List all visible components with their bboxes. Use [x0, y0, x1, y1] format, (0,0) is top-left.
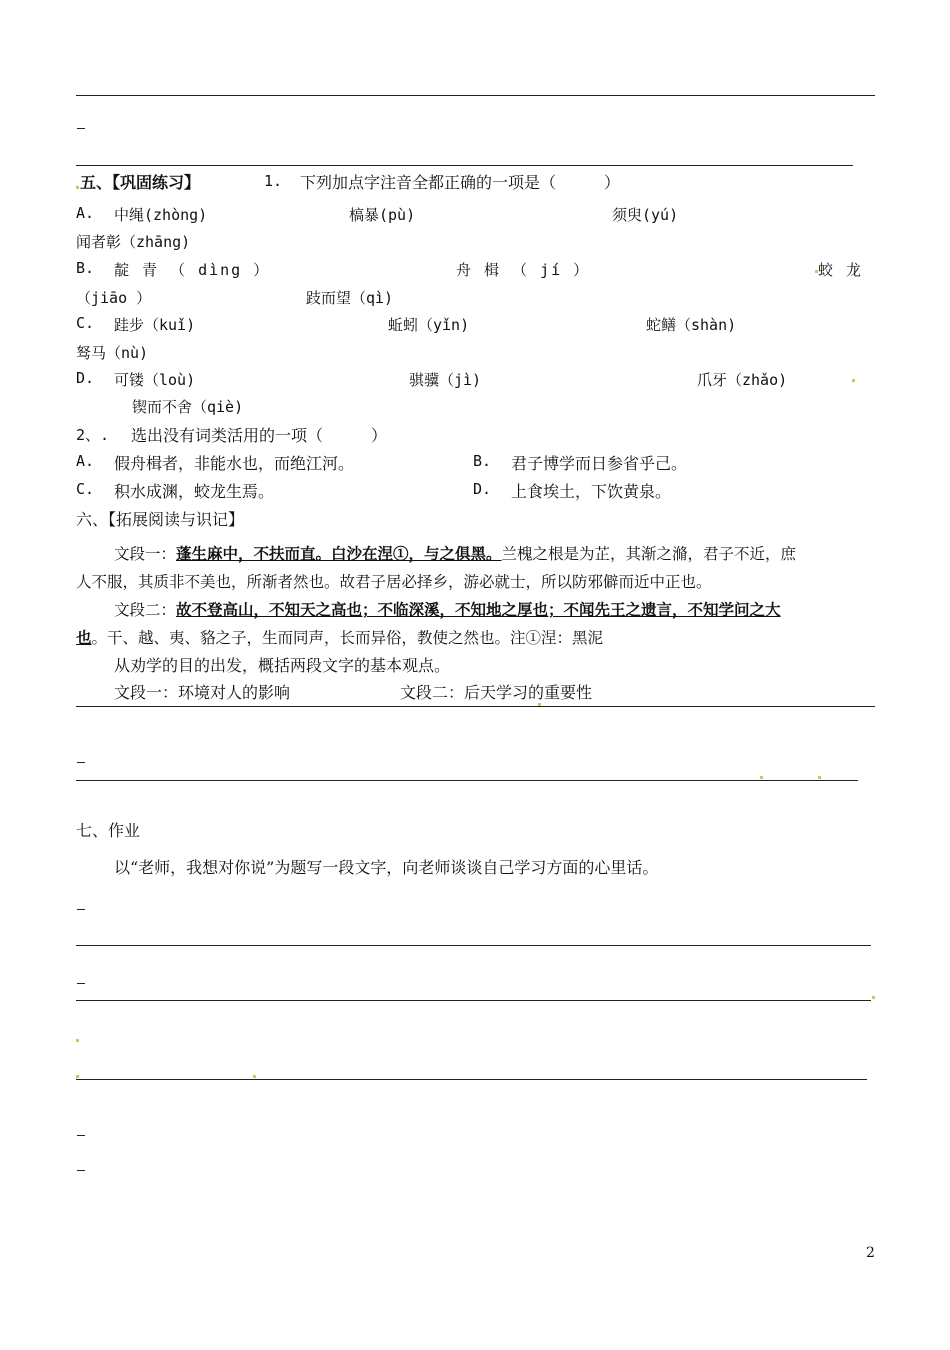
q2-option-b-label: B.	[473, 452, 492, 470]
option-c-label: C.	[76, 314, 95, 332]
artifact-dot	[872, 996, 875, 999]
option-d-1: 可镂（loù)	[114, 371, 196, 389]
q2-option-c-label: C.	[76, 480, 95, 498]
q1-number: 1.	[264, 172, 283, 190]
passage1-label: 文段一：	[114, 545, 177, 563]
passage2-key-sentence: 故不登高山，不知天之高也；不临深溪，不知地之厚也；不闻先王之遗言，不知学问之大	[176, 600, 781, 619]
answer-rule	[76, 706, 875, 707]
writing-rule	[76, 1000, 871, 1001]
option-b-5: 跂而望（qì)	[306, 289, 394, 307]
artifact-dot	[253, 1075, 256, 1078]
option-a-2: 槁暴(pù)	[349, 206, 416, 224]
option-a-1: 中绳(zhòng)	[114, 206, 208, 224]
q2-option-a-label: A.	[76, 452, 95, 470]
option-a-4: 闻者彰（zhāng)	[76, 233, 191, 251]
passage1-key-sentence: 蓬生麻中，不扶而直。白沙在涅①，与之俱黑。	[176, 544, 502, 563]
blank-dash	[77, 1135, 85, 1136]
artifact-dot	[815, 270, 818, 273]
option-b-4: （jiāo ）	[76, 289, 152, 307]
passage1-line1	[114, 542, 796, 564]
option-d-3: 爪牙（zhǎo)	[697, 371, 788, 389]
passage1-text: 兰槐之根是为芷，其渐之滫，君子不近，庶	[501, 545, 797, 563]
passage2-label: 文段二：	[114, 601, 177, 619]
artifact-dot	[818, 776, 821, 779]
homework-task: 以“老师，我想对你说”为题写一段文字，向老师谈谈自己学习方面的心里话。	[114, 858, 659, 877]
option-b-1: 靛 青 （ dìng ）	[114, 261, 271, 279]
answer-rule	[76, 780, 858, 781]
option-c-3: 蛇鳝（shàn)	[646, 316, 737, 334]
option-c-2: 蚯蚓（yǐn)	[388, 316, 470, 334]
artifact-dot	[76, 186, 79, 189]
artifact-dot	[852, 379, 855, 382]
blank-dash	[77, 1170, 85, 1171]
artifact-dot	[760, 776, 763, 779]
passage2-key-end: 也	[76, 628, 92, 647]
blank-dash	[77, 762, 85, 763]
section6-heading: 六、【拓展阅读与识记】	[76, 510, 245, 529]
option-c-1: 跬步（kuǐ)	[114, 316, 196, 334]
page-number: 2	[866, 1245, 875, 1261]
q2-option-a: 假舟楫者，非能水也，而绝江河。	[114, 454, 355, 473]
section7-heading: 七、作业	[76, 821, 141, 840]
passage2-line1	[114, 598, 781, 620]
blank-dash	[77, 983, 85, 984]
writing-rule	[76, 945, 871, 946]
writing-rule	[76, 1079, 867, 1080]
passage-prompt: 从劝学的目的出发，概括两段文字的基本观点。	[114, 656, 451, 675]
option-b-label: B.	[76, 259, 95, 277]
blank-dash	[77, 128, 85, 129]
artifact-dot	[76, 1039, 79, 1042]
q2-option-d: 上食埃土，下饮黄泉。	[511, 482, 672, 501]
q2-option-b: 君子博学而日参省乎己。	[511, 454, 688, 473]
q2-option-d-label: D.	[473, 480, 492, 498]
answer-passage2: 文段二：后天学习的重要性	[400, 683, 593, 702]
option-a-label: A.	[76, 204, 95, 222]
option-c-4: 驽马（nù)	[76, 344, 149, 362]
option-d-4: 锲而不舍（qiè)	[132, 398, 244, 416]
option-b-2: 舟 楫 （ jí ）	[456, 261, 591, 279]
blank-dash	[77, 909, 85, 910]
section5-heading: 五、【巩固练习】	[80, 173, 201, 192]
artifact-dot	[76, 1075, 79, 1078]
answer-passage1: 文段一：环境对人的影响	[114, 683, 291, 702]
q1-text: 下列加点字注音全都正确的一项是（ ）	[300, 173, 621, 192]
option-d-label: D.	[76, 369, 95, 387]
option-b-3: 蛟 龙	[818, 261, 864, 279]
passage2-line2	[76, 626, 603, 648]
passage1-line2: 人不服，其质非不美也，所渐者然也。故君子居必择乡，游必就士，所以防邪僻而近中正也。	[76, 573, 712, 591]
artifact-dot	[538, 703, 541, 706]
answer-rule	[76, 165, 853, 166]
passage2-text: 。干、越、夷、貉之子，生而同声，长而异俗，教使之然也。注①涅：黑泥	[91, 629, 604, 647]
top-rule	[76, 95, 875, 96]
option-d-2: 骐骥（jì)	[409, 371, 482, 389]
q2-text: 选出没有词类活用的一项（ ）	[131, 426, 388, 445]
q2-number: 2、.	[76, 426, 110, 444]
q2-option-c: 积水成渊，蛟龙生焉。	[114, 482, 275, 501]
option-a-3: 须臾(yú)	[612, 206, 679, 224]
